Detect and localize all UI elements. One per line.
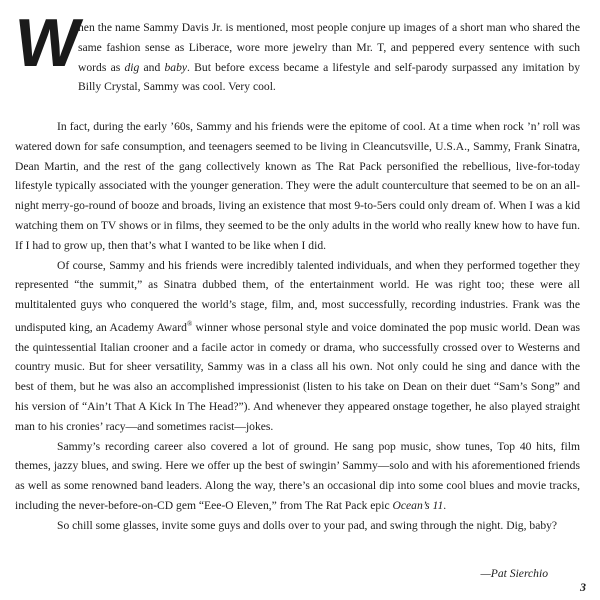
registered-mark: ®	[186, 319, 193, 328]
paragraph-4-a: Sammy’s recording career also covered a lot of ground. He sang pop music, show tunes, Top 40 hits, film themes, jazzy blues, and swing. Here we offer up the best of swingin’ Sammy—solo and with his aforementioned friends as well as some renowned band leaders. Along the way, there’s an occasional dip into some cool blues and movie tracks, including the never-before-on-CD gem “Eee-O Eleven,” from The Rat Pack epic	[15, 439, 580, 512]
paragraph-1-em-baby: baby	[164, 60, 188, 74]
paragraph-4	[15, 437, 580, 516]
paragraph-1-em-dig: dig	[124, 60, 140, 74]
page-number: 3	[580, 580, 586, 594]
paragraph-3	[15, 256, 580, 437]
dropcap-letter: W	[10, 5, 86, 81]
body-paragraphs	[15, 117, 580, 536]
paragraph-4-em-oceans11: Ocean’s 11	[392, 499, 444, 512]
paragraph-1-lead: hen the name Sammy Davis Jr. is mentioned, most people conjure up images of a short man who shared the same fashion sense as Liberace, wore more jewelry than Mr. T, and peppered every sentence with such words as	[78, 21, 580, 74]
dropcap-w	[10, 5, 86, 81]
paragraph-1	[78, 18, 580, 97]
paragraph-1-rest: . But before excess became a lifestyle and self-parody surpassed any imitation by Billy Crystal, Sammy was cool. Very cool.	[78, 60, 581, 94]
author-signature: —Pat Sierchio	[480, 567, 548, 580]
paragraph-2: In fact, during the early ’60s, Sammy and his friends were the epitome of cool. At a time when rock ’n’ roll was watered down for safe consumption, and teenagers seemed to be living in Cleancutsville, U.S.A., Sammy, Frank Sinatra, Dean Martin, and the rest of the gang collectively known as The Rat Pack personified the rebellious, live-for-today lifestyle typically associated with the younger generation. They were the adult counterculture that seemed to be on an all-night merry-go-round of booze and broads, living an existence that most 9-to-5ers could only dream of. When I was a kid watching them on TV shows or in films, they seemed to be the only adults in the world who really knew how to have fun. If I had to grow up, then that’s what I wanted to be like when I did.	[15, 120, 580, 252]
paragraph-3-b: winner whose personal style and voice dominated the pop music world. Dean was the quintessential Italian crooner and a facile actor in comedy or drama, who successfully crossed over to Westerns and country music. But for sheer versatility, Sammy was in a class all his own. Not only could he sing and dance with the best of them, but he was also an accomplished impressionist (listen to his take on Dean on their duet “Sam’s Song” and his version of “Ain’t That A Kick In The Head?”). And whenever they appeared onstage together, he also played straight man to his cronies’ racy—and sometimes racist—jokes.	[15, 320, 580, 433]
paragraph-1-mid: and	[139, 60, 165, 74]
paragraph-5: So chill some glasses, invite some guys and dolls over to your pad, and swing through the night. Dig, baby?	[57, 518, 558, 532]
paragraph-4-b: .	[443, 499, 447, 512]
paragraph-3-a: Of course, Sammy and his friends were incredibly talented individuals, and when they performed together they represented “the summit,” as Sinatra dubbed them, of the entertainment world. He was right too; these were all multitalented guys who conquered the world’s stage, film, and, most successfully, recording industries. Frank was the undisputed king, an Academy Award	[15, 258, 580, 334]
